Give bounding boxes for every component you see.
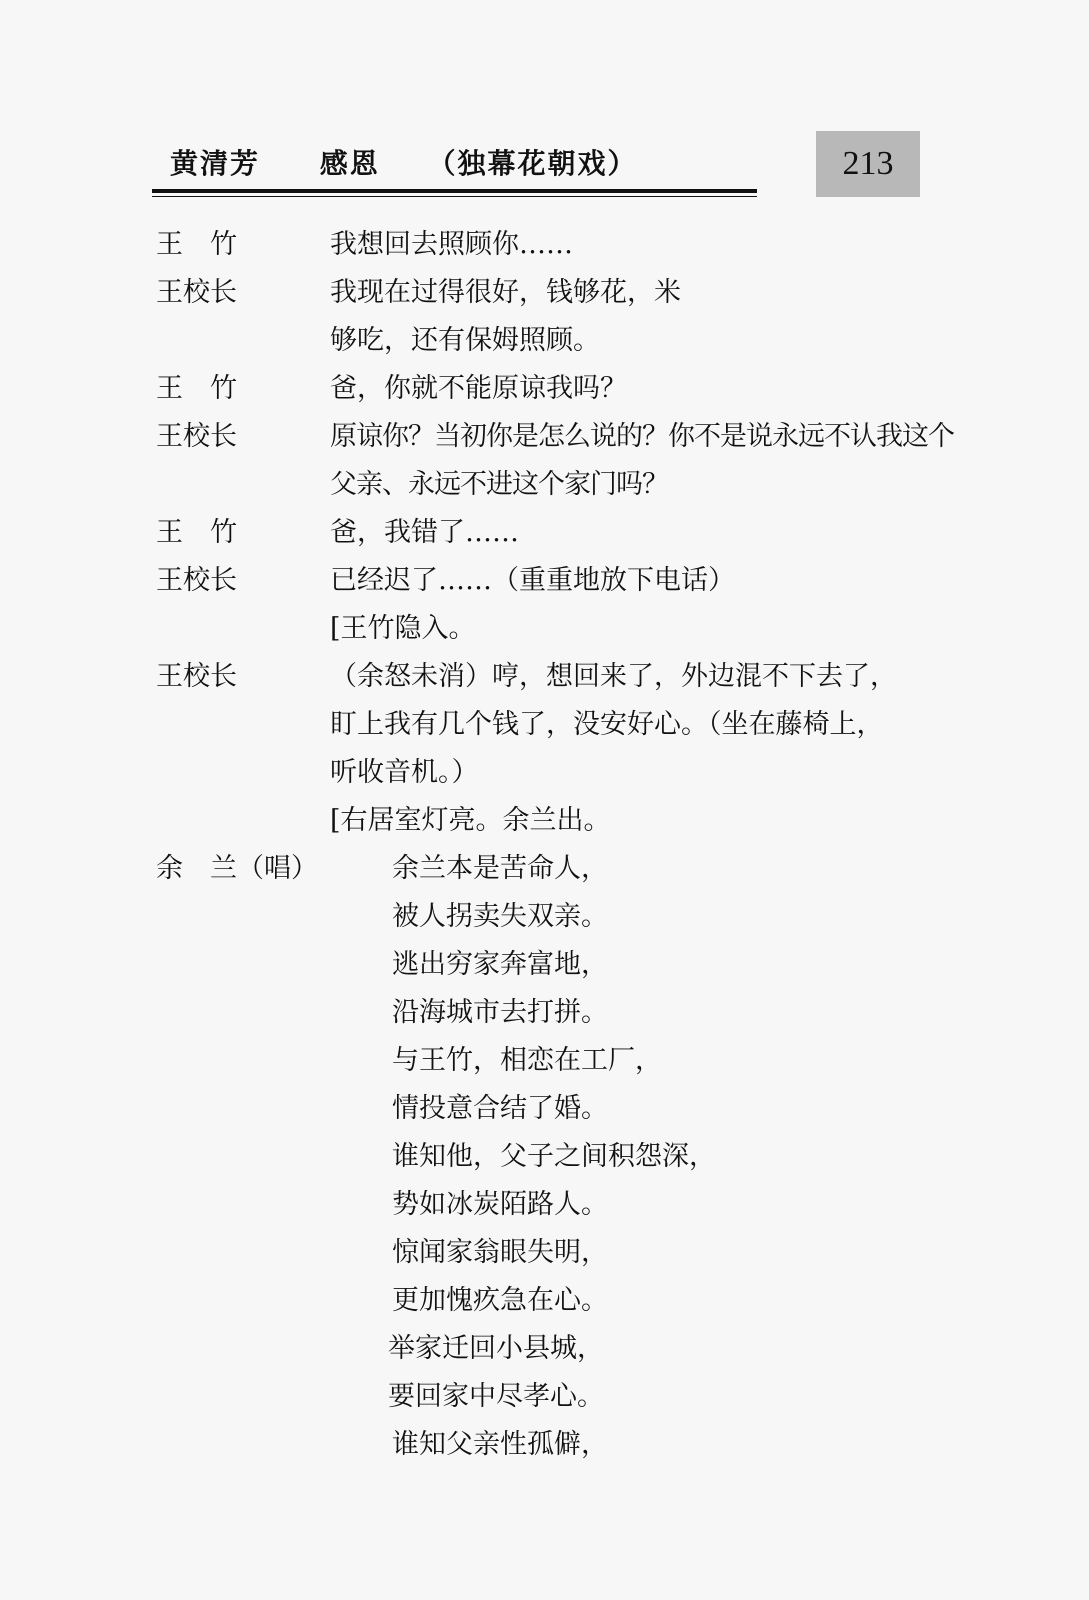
header-rule-thin [152,196,757,197]
dialogue-line: 已经迟了……（重重地放下电话） [330,565,735,596]
song-line: 逃出穷家奔富地， [392,949,608,980]
song-line: 与王竹，相恋在工厂， [392,1045,662,1076]
dialogue-line: 够吃，还有保姆照顾。 [330,325,600,356]
song-line: 余兰本是苦命人， [392,853,608,884]
song-line: 要回家中尽孝心。 [388,1381,604,1412]
speaker-name: 王校长 [156,421,237,452]
speaker-name: 王 竹 [156,229,237,260]
song-line: 情投意合结了婚。 [392,1093,608,1124]
dialogue-line: 父亲、永远不进这个家门吗？ [330,469,668,500]
stage-direction: [右居室灯亮。余兰出。 [330,805,611,836]
speaker-name: 王 竹 [156,373,237,404]
song-line: 举家迁回小县城， [388,1333,604,1364]
song-line: 更加愧疚急在心。 [392,1285,608,1316]
header-genre: （独幕花朝戏） [427,147,638,180]
song-line: 惊闻家翁眼失明， [392,1237,608,1268]
header-author: 黄清芳 [170,147,261,180]
song-line: 被人拐卖失双亲。 [392,901,608,932]
dialogue-line: 原谅你？当初你是怎么说的？你不是说永远不认我这个 [330,421,954,452]
dialogue-line: 我现在过得很好，钱够花，米 [330,277,681,308]
speaker-name: 王校长 [156,661,237,692]
header-play-title: 感恩 [319,147,380,180]
dialogue-line: 盯上我有几个钱了，没安好心。（坐在藤椅上， [330,709,884,740]
page-number [816,131,920,197]
dialogue-line: 我想回去照顾你…… [330,229,573,260]
song-line: 势如冰炭陌路人。 [392,1189,608,1220]
singer-name: 余 兰（唱） [156,853,318,884]
speaker-name: 王校长 [156,277,237,308]
page-number-text: 213 [842,145,894,182]
dialogue-line: （余怒未消）哼，想回来了，外边混不下去了， [330,661,897,692]
dialogue-line: 爸，我错了…… [330,517,519,548]
song-line: 谁知他，父子之间积怨深， [392,1141,716,1172]
dialogue-line: 听收音机。） [330,757,479,788]
song-line: 沿海城市去打拼。 [392,997,608,1028]
stage-direction: [王竹隐入。 [330,613,476,644]
speaker-name: 王校长 [156,565,237,596]
header-rule-thick [152,189,757,193]
speaker-name: 王 竹 [156,517,237,548]
dialogue-line: 爸，你就不能原谅我吗？ [330,373,627,404]
song-line: 谁知父亲性孤僻， [392,1429,608,1460]
running-header [170,142,638,182]
